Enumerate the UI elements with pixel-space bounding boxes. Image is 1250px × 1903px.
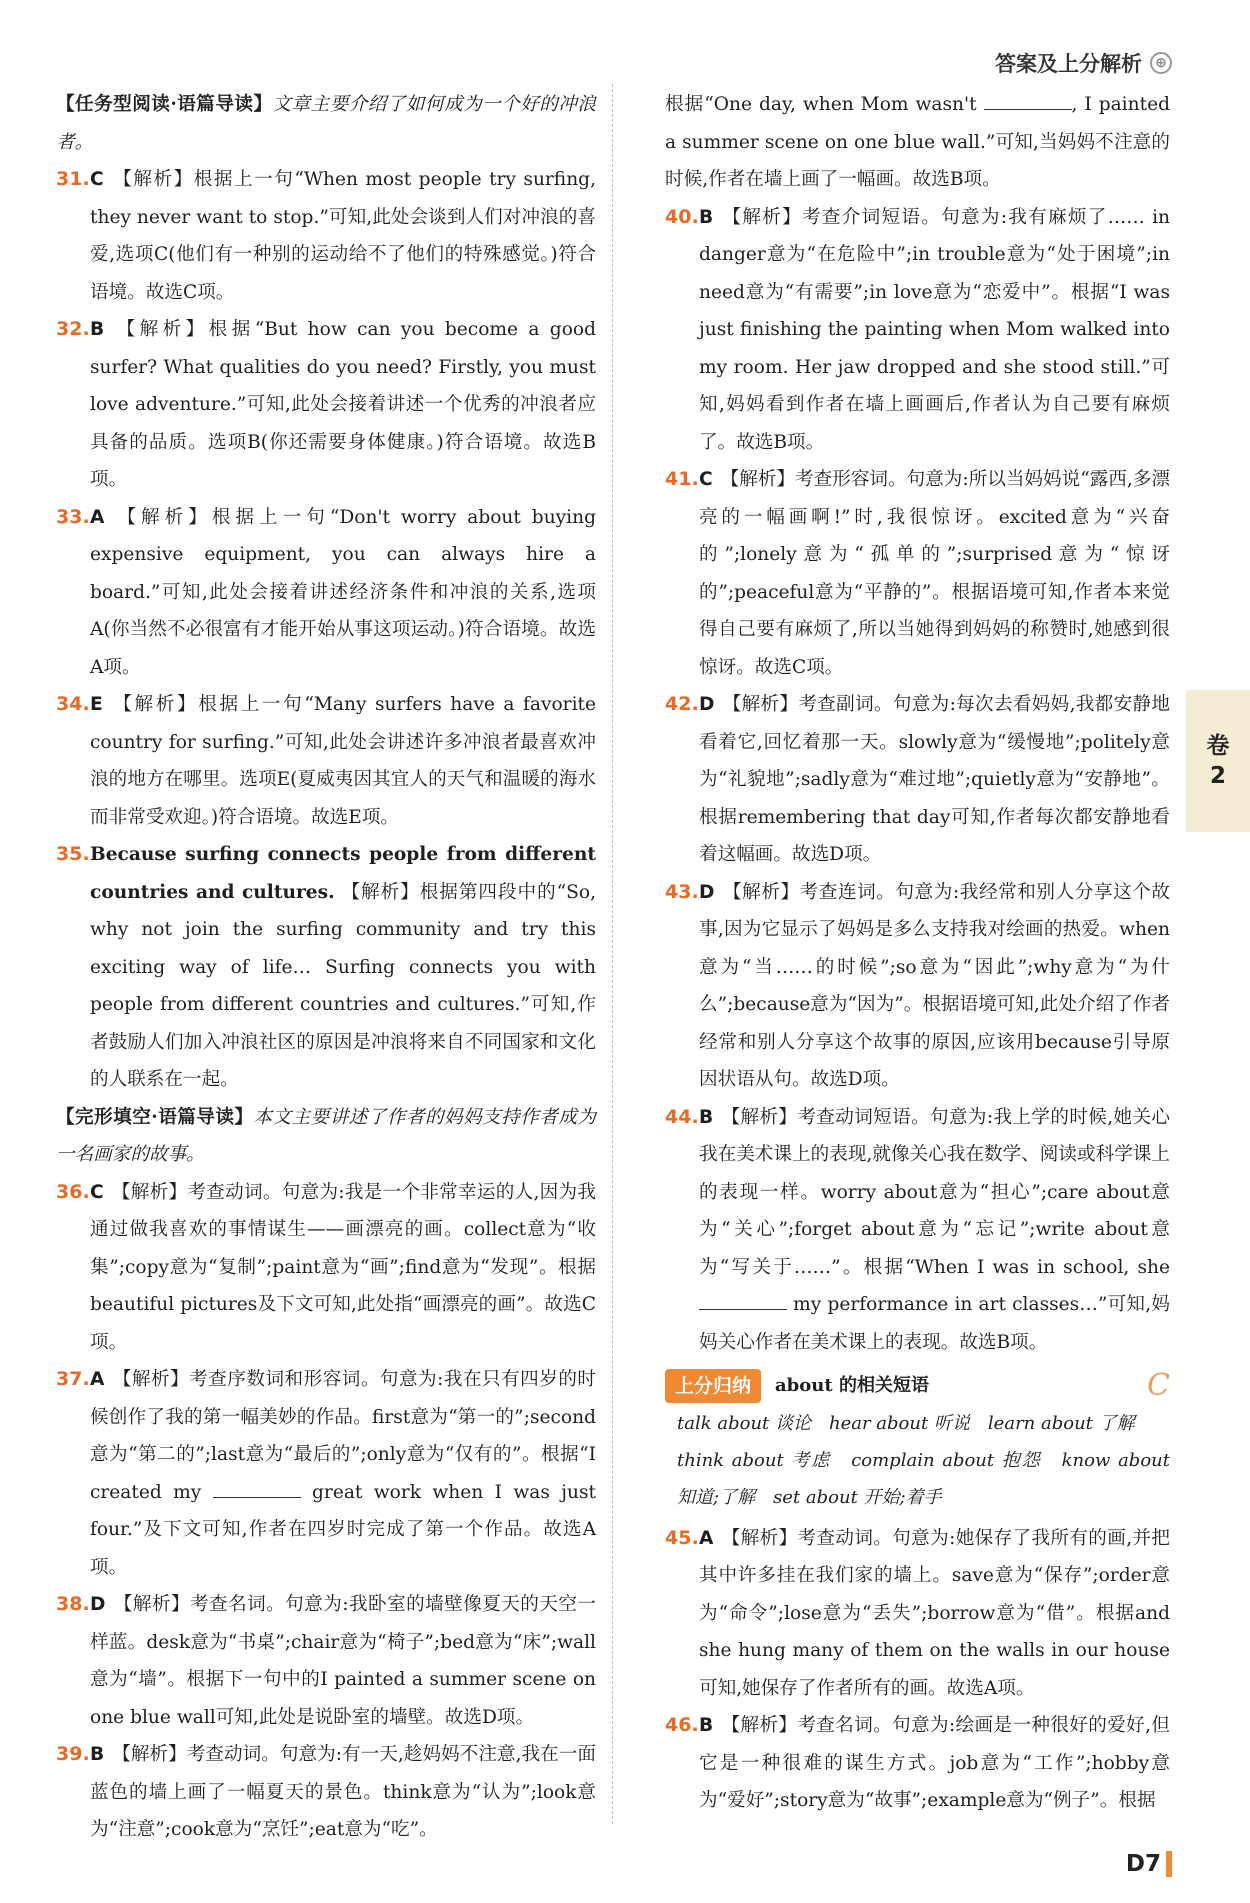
answer-item-38 <box>56 1586 596 1736</box>
question-number: 37. <box>56 1368 90 1390</box>
answer-item-39-continued <box>665 86 1170 199</box>
fill-blank <box>984 108 1072 110</box>
answer-letter: A <box>699 1527 714 1549</box>
question-number: 43. <box>665 880 699 903</box>
answer-letter: E <box>90 694 103 715</box>
answer-letter: D <box>699 694 715 715</box>
answer-item-45 <box>665 1520 1170 1708</box>
answer-item-39 <box>56 1736 596 1849</box>
section-intro-cloze <box>56 1099 596 1174</box>
answer-letter: C <box>90 169 104 190</box>
answer-sentence: Because surfing connects people from different countries and cultures. <box>90 844 596 903</box>
question-number: 35. <box>56 843 90 865</box>
question-number: 32. <box>56 318 90 340</box>
answer-item-35 <box>56 836 596 1099</box>
question-number: 41. <box>665 468 699 490</box>
handwritten-mark: C <box>1147 1368 1170 1403</box>
right-column <box>665 86 1170 1820</box>
answer-explanation: 【解析】考查动词。句意为:有一天,趁妈妈不注意,我在一面蓝色的墙上画了一幅夏天的景色。think意为“认为”;look意为“注意”;cook意为“烹饪”;eat意为“吃”。 <box>90 1744 596 1840</box>
question-number: 34. <box>56 693 90 715</box>
answer-explanation: 【解析】根据“But how can you become a good surfer? What qualities do you need? Firstly, you must love adventure.”可知,此处会接着讲述一个优秀的冲浪者应具备的品质。选项B(你还需要身体健康。)符合语境。故选B项。 <box>90 319 596 490</box>
answer-explanation: 【解析】考查动词。句意为:我是一个非常幸运的人,因为我通过做我喜欢的事情谋生——画漂亮的画。collect意为“收集”;copy意为“复制”;paint意为“画”;find意为“发现”。根据beautiful pictures及下文可知,此处指“画漂亮的画”。故选C项。 <box>90 1181 596 1353</box>
answer-letter: B <box>699 1106 714 1128</box>
answer-explanation: 【解析】考查名词。句意为:我卧室的墙壁像夏天的天空一样蓝。desk意为“书桌”;chair意为“椅子”;bed意为“床”;wall意为“墙”。根据下一句中的I painted a summer scene on one blue wall可知,此处是说卧室的墙壁。故选D项。 <box>90 1594 596 1728</box>
header-title: 答案及上分解析 <box>995 52 1142 76</box>
answer-explanation: 【解析】考查形容词。句意为:所以当妈妈说“露西,多漂亮的一幅画啊!”时,我很惊讶。excited意为“兴奋的”;lonely意为“孤单的”;surprised意为“惊讶的”;peaceful意为“平静的”。根据语境可知,作者本来觉得自己要有麻烦了,所以当她得到妈妈的称赞时,她感到很惊讶。故选C项。 <box>699 469 1170 678</box>
answer-explanation: 【解析】考查介词短语。句意为:我有麻烦了…… in danger意为“在危险中”;in trouble意为“处于困境”;in need意为“有需要”;in love意为“恋爱中”。根据“I was just finishing the painting when Mom walked into my room. Her jaw dropped and she stood still.”可知,妈妈看到作者在墙上画画后,作者认为自己要有麻烦了。故选B项。 <box>699 206 1170 453</box>
answer-explanation: 【解析】考查序数词和形容词。句意为:我在只有四岁的时候创作了我的第一幅美妙的作品。first意为“第一的”;second意为“第二的”;last意为“最后的”;only意为“仅有的”。根据“I created my <box>90 1369 596 1503</box>
answer-explanation-cont: great work when I was just four.”及下文可知,作者在四岁时完成了第一个作品。故选A项。 <box>90 1481 597 1578</box>
answer-explanation-cont: , I painted a summer scene on one blue wall.”可知,当妈妈不注意的时候,作者在墙上画了一幅画。故选B项。 <box>665 94 1170 190</box>
answer-letter: C <box>699 469 713 490</box>
crosshair-icon: ⊕ <box>1150 52 1172 74</box>
answer-explanation: 【解析】考查连词。句意为:我经常和别人分享这个故事,因为它显示了妈妈是多么支持我对绘画的热爱。when意为“当……的时候”;so意为“因此”;why意为“为什么”;because意为“因为”。根据语境可知,此处介绍了作者经常和别人分享这个故事的原因,应该用because引导原因状语从句。故选D项。 <box>699 881 1170 1090</box>
summary-title: about 的相关短语 <box>775 1375 929 1396</box>
answer-item-40 <box>665 199 1170 462</box>
section-tag: 【完形填空·语篇导读】 <box>56 1106 254 1128</box>
section-intro-reading <box>56 86 596 161</box>
fill-blank <box>699 1308 787 1310</box>
answer-letter: A <box>90 1369 105 1390</box>
answer-explanation: 【解析】根据第四段中的“So, why not join the surfing community and try this exciting way of life… Surfing connects you with people from different countries and cultures.”可知,作者鼓励人们加入冲浪社区的原因是冲浪将来自不同国家和文化的人联系在一起。 <box>90 881 596 1090</box>
answer-explanation: 【解析】考查名词。句意为:绘画是一种很好的爱好,但它是一种很难的谋生方式。job意为“工作”;hobby意为“爱好”;story意为“故事”;example意为“例子”。根据 <box>699 1715 1170 1811</box>
answer-item-33 <box>56 499 596 687</box>
question-number: 39. <box>56 1743 90 1765</box>
answer-explanation-cont: my performance in art classes…”可知,妈妈关心作者在美术课上的表现。故选B项。 <box>699 1294 1170 1353</box>
answer-letter: B <box>699 1715 714 1736</box>
page-footer <box>1126 1851 1172 1877</box>
answer-letter: C <box>90 1181 104 1203</box>
question-number: 33. <box>56 505 90 528</box>
page-header <box>995 48 1172 78</box>
section-summary: 文章主要介绍了如何成为一个好的冲浪者。 <box>56 94 596 153</box>
answer-explanation: 【解析】考查副词。句意为:每次去看妈妈,我都安静地看着它,回忆着那一天。slowly意为“缓慢地”;politely意为“礼貌地”;sadly意为“难过地”;quietly意为“安静地”。根据remembering that day可知,作者每次都安静地看着这幅画。故选D项。 <box>699 694 1170 865</box>
page-number: D7 <box>1125 1851 1161 1877</box>
question-number: 31. <box>56 168 90 190</box>
answer-letter: B <box>90 1744 105 1765</box>
answer-explanation: 【解析】根据上一句“Don't worry about buying expensive equipment, you can always hire a board.”可知,此处会接着讲述经济条件和冲浪的关系,选项A(你当然不必很富有才能开始从事这项运动。)符合语境。故选A项。 <box>90 506 596 678</box>
side-tab-number: 2 <box>1209 763 1226 789</box>
answer-letter: B <box>699 206 714 228</box>
answer-item-41 <box>665 461 1170 686</box>
footer-accent-bar <box>1166 1851 1172 1877</box>
answer-item-36 <box>56 1174 596 1362</box>
answer-explanation: 【解析】考查动词。句意为:她保存了我所有的画,并把其中许多挂在我们家的墙上。save意为“保存”;order意为“命令”;lose意为“丢失”;borrow意为“借”。根据and she hung many of them on the walls in our house可知,她保存了作者所有的画。故选A项。 <box>699 1527 1170 1699</box>
answer-item-31 <box>56 161 596 311</box>
answer-item-34 <box>56 686 596 836</box>
answer-item-43 <box>665 874 1170 1099</box>
answer-item-37 <box>56 1361 596 1586</box>
summary-header <box>665 1367 1170 1405</box>
left-column <box>56 86 596 1849</box>
section-summary: 本文主要讲述了作者的妈妈支持作者成为一名画家的故事。 <box>56 1106 596 1165</box>
answer-letter: A <box>90 506 105 528</box>
column-divider <box>612 84 613 1824</box>
question-number: 45. <box>665 1526 699 1549</box>
summary-badge: 上分归纳 <box>665 1369 761 1403</box>
answer-letter: B <box>90 319 105 340</box>
answer-item-46 <box>665 1707 1170 1820</box>
summary-line: talk about 谈论 hear about 听说 learn about 了解 <box>677 1412 1135 1434</box>
summary-box <box>665 1367 1170 1516</box>
summary-phrases <box>665 1405 1170 1516</box>
answer-letter: D <box>90 1594 106 1615</box>
question-number: 44. <box>665 1105 699 1128</box>
fill-blank <box>213 1496 301 1498</box>
answer-item-44 <box>665 1099 1170 1362</box>
answer-item-32 <box>56 311 596 499</box>
answer-explanation: 【解析】根据上一句“When most people try surfing, they never want to stop.”可知,此处会谈到人们对冲浪的喜爱,选项C(他们有一种别的运动给不了他们的特殊感觉。)符合语境。故选C项。 <box>90 169 596 303</box>
answer-explanation: 根据“One day, when Mom wasn't <box>665 94 984 115</box>
summary-line: think about 考虑 complain about 抱怨 know about 知道;了解 set about 开始;着手 <box>677 1449 1170 1508</box>
answer-letter: D <box>699 881 715 903</box>
question-number: 46. <box>665 1714 699 1736</box>
section-tag: 【任务型阅读·语篇导读】 <box>56 94 273 115</box>
question-number: 40. <box>665 205 699 228</box>
answer-explanation: 【解析】考查动词短语。句意为:我上学的时候,她关心我在美术课上的表现,就像关心我在数学、阅读或科学课上的表现一样。worry about意为“担心”;care about意为“关心”;forget about意为“忘记”;write about意为“写关于……”。根据“When I was in school, she <box>699 1106 1170 1278</box>
question-number: 38. <box>56 1593 90 1615</box>
answer-item-42 <box>665 686 1170 874</box>
volume-side-tab <box>1186 690 1250 832</box>
side-tab-label: 卷 <box>1206 733 1230 759</box>
question-number: 42. <box>665 693 699 715</box>
question-number: 36. <box>56 1180 90 1203</box>
answer-explanation: 【解析】根据上一句“Many surfers have a favorite country for surfing.”可知,此处会讲述许多冲浪者最喜欢冲浪的地方在哪里。选项E(夏威夷因其宜人的天气和温暖的海水而非常受欢迎。)符合语境。故选E项。 <box>90 694 596 828</box>
